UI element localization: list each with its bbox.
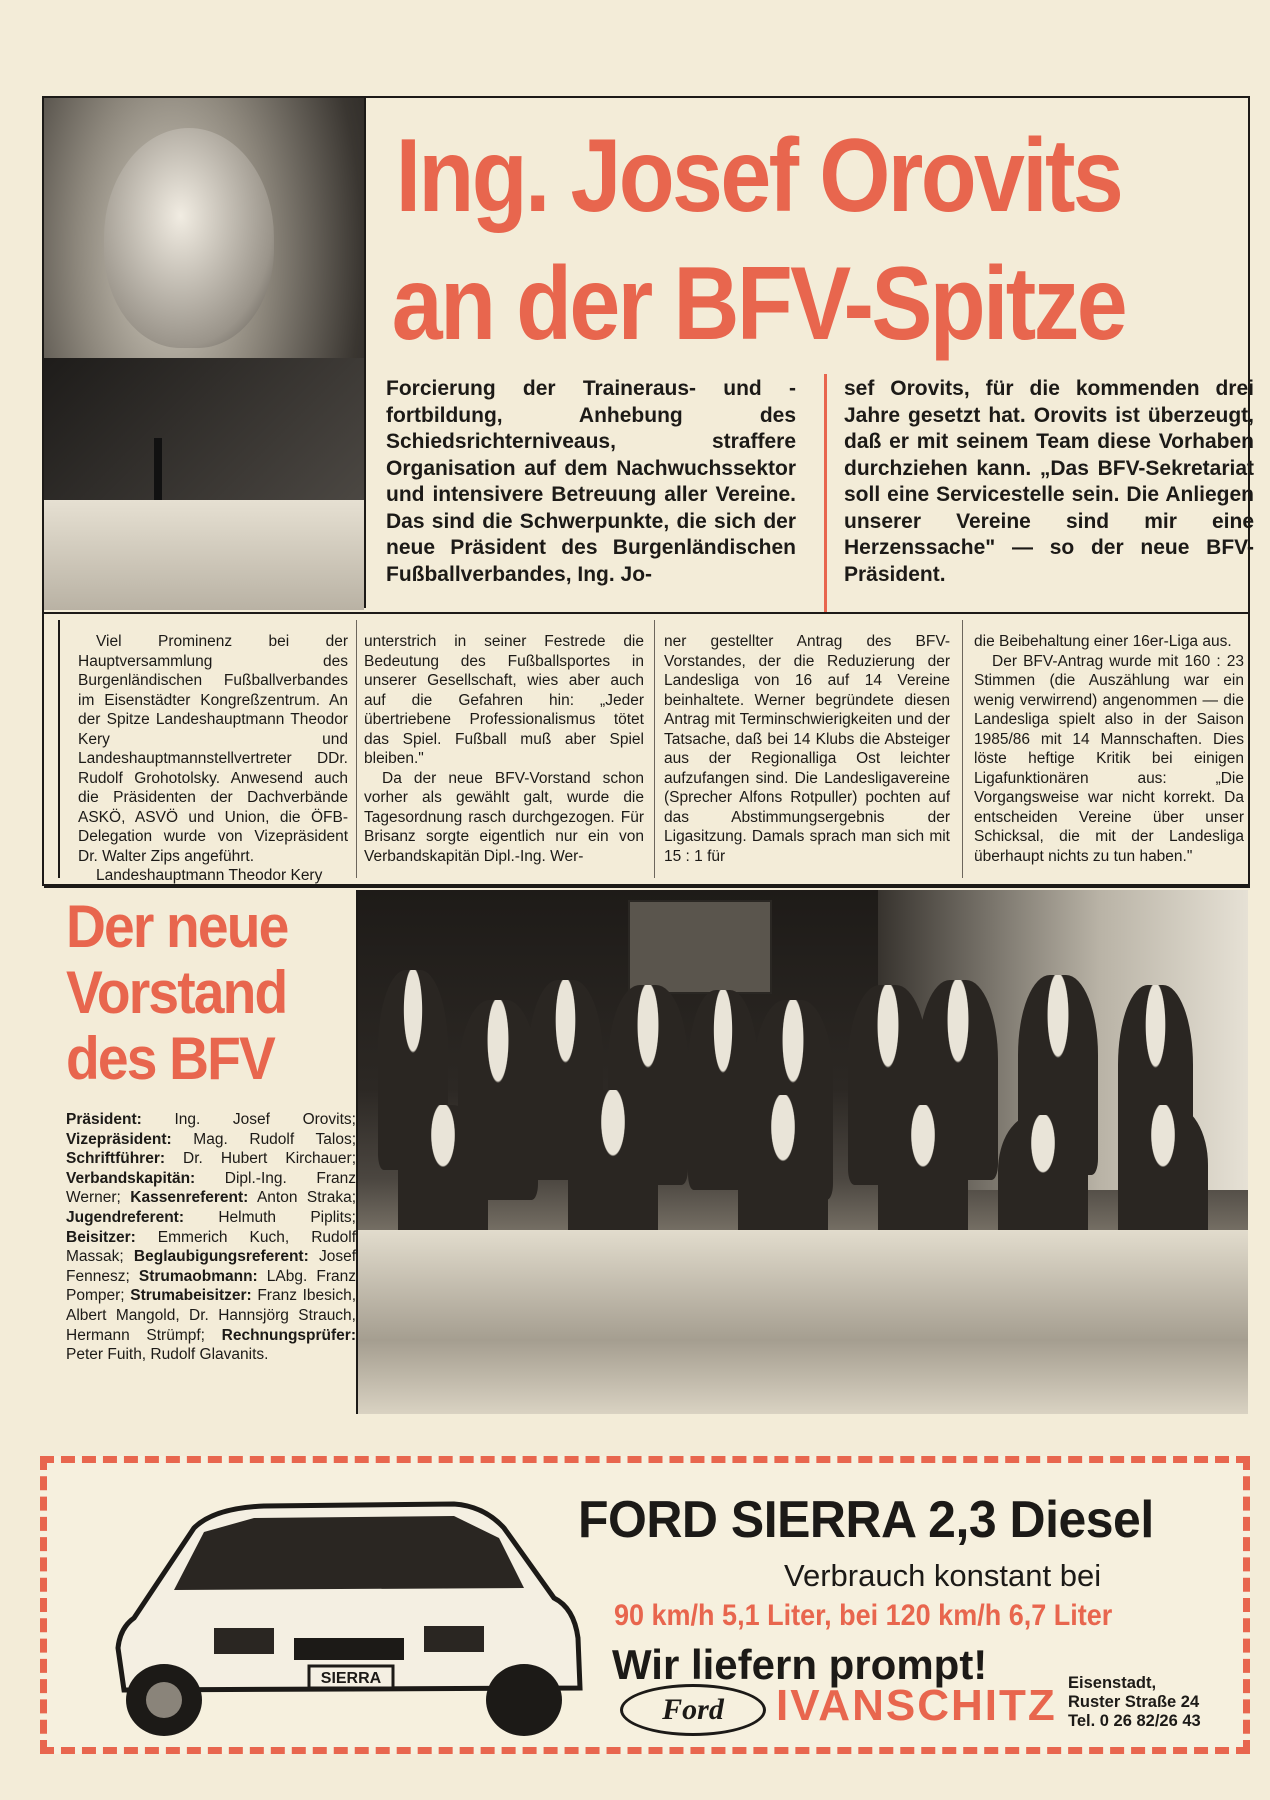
- ad-speeds: 90 km/h 5,1 Liter, bei 120 km/h 6,7 Liter: [614, 1599, 1113, 1632]
- paragraph: Landeshauptmann Theodor Kery: [96, 867, 323, 884]
- paragraph: unterstrich in seiner Festrede die Bedeutung des Fußballsportes in unserer Gesellschaft, wies aber auch auf die Gefahren hin: „Jeder übertriebene Professionalismus tötet das Spiel. Fußball muß aber Spiel bleiben.": [364, 633, 644, 767]
- column-rule: [58, 620, 60, 878]
- body-column-2: [364, 632, 644, 866]
- board-names: Ing. Josef Orovits;: [174, 1111, 356, 1128]
- photo-table: [358, 1230, 1248, 1414]
- headline: [380, 112, 1137, 368]
- body-column-3: [664, 632, 950, 866]
- board-role: Schriftführer:: [66, 1150, 166, 1168]
- body-column-1: [78, 632, 348, 886]
- ford-logo: Ford: [620, 1684, 766, 1736]
- photo-banner: [628, 900, 772, 994]
- board-names: Dipl.-Ing. Franz Werner;: [66, 1169, 357, 1207]
- photo-person: [568, 1090, 658, 1250]
- board-role: Jugendreferent:: [66, 1208, 184, 1226]
- portrait-head: [104, 128, 274, 348]
- board-names: Emmerich Kuch, Rudolf Massak;: [66, 1228, 357, 1266]
- address-line: Tel. 0 26 82/26 43: [1068, 1712, 1201, 1730]
- board-names: Helmuth Piplits;: [218, 1208, 356, 1226]
- column-rule: [356, 620, 357, 878]
- board-names: LAbg. Franz Pomper;: [66, 1267, 357, 1305]
- board-title: [66, 894, 333, 1092]
- board-names: Franz Ibesich, Albert Mangold, Dr. Hannsjörg Strauch, Hermann Strümpf;: [66, 1287, 356, 1344]
- board-role: Präsident:: [66, 1111, 142, 1128]
- group-photo: [358, 890, 1248, 1414]
- portrait-lectern: [44, 500, 364, 610]
- board-names: Mag. Rudolf Talos;: [193, 1130, 356, 1148]
- board-role: Vizepräsident:: [66, 1130, 172, 1148]
- lead-divider: [824, 374, 827, 612]
- portrait-photo: [44, 98, 364, 610]
- ad-consumption: Verbrauch konstant bei: [784, 1558, 1102, 1593]
- paragraph: Der BFV-Antrag wurde mit 160 : 23 Stimmen (die Auszählung war ein wenig verwirrend) angenommen — die Landesliga spielt also in der Saison 1985/86 mit 14 Mannschaften. Dies löste heftige Kritik bei einigen Ligafunktionären aus: „Die Vorgangsweise war nicht korrekt. Da entscheiden Vereine über unser Schicksal, die mit der Landesliga überhaupt nichts zu tun haben.": [974, 652, 1244, 865]
- board-title-line1: Der neue: [66, 893, 288, 960]
- paragraph: die Beibehaltung einer 16er-Liga aus.: [974, 633, 1232, 650]
- column-rule: [962, 620, 963, 878]
- lead-right: sef Orovits, für die kommenden drei Jahre gesetzt hat. Orovits ist überzeugt, daß er mit seinem Team diese Vorhaben durchziehen kann. „Das BFV-Sekretariat soll eine Servicestelle sein. Die Anliegen unserer Vereine sind mir eine Herzenssache" — so der neue BFV-Präsident.: [844, 377, 1254, 586]
- body-column-4: [974, 632, 1244, 866]
- paragraph: ner gestellter Antrag des BFV-Vorstandes, der die Reduzierung der Landesliga von 16 auf 14 Vereine beinhaltete. Werner begründete diesen Antrag mit Terminschwierigkeiten und der Tatsache, daß bei 14 Klubs die Absteiger aus der Regionalliga Ost leichter aufzufangen sind. Die Landesligavereine (Sprecher Alfons Rotpuller) pochten auf das Abstimmungsergebnis der Ligasitzung. Damals sprach man sich mit 15 : 1 für: [664, 633, 950, 865]
- paragraph: Viel Prominenz bei der Hauptversammlung des Burgenländischen Fußballverbandes im Eisenstädter Kongreßzentrum. An der Spitze Landeshauptmann Theodor Kery und Landeshauptmannstellvertreter DDr. Rudolf Grohotolsky. Anwesend auch die Präsidenten der Dachverbände ASKÖ, ASVÖ und Union, die ÖFB-Delegation wurde von Vizepräsident Dr. Walter Zips angeführt.: [78, 633, 348, 865]
- ad-title: FORD SIERRA 2,3 Diesel: [578, 1491, 1154, 1549]
- board-names: Dr. Hubert Kirchauer;: [183, 1150, 356, 1168]
- board-role: Strumabeisitzer:: [130, 1287, 252, 1305]
- ad-slogan: Wir liefern prompt!: [612, 1641, 988, 1688]
- address-line: Eisenstadt,: [1068, 1674, 1157, 1692]
- board-names: Anton Straka;: [256, 1189, 356, 1207]
- board-role: Rechnungsprüfer:: [221, 1326, 356, 1344]
- board-role: Beisitzer:: [66, 1228, 136, 1246]
- board-role: Kassenreferent:: [130, 1189, 249, 1207]
- board-role: Verbandskapitän:: [66, 1169, 196, 1187]
- license-plate-text: SIERRA: [320, 1670, 382, 1687]
- board-members-list: [66, 1110, 356, 1365]
- board-role: Strumaobmann:: [138, 1267, 258, 1285]
- dealer-name: IVANSCHITZ: [776, 1681, 1057, 1730]
- lead-left: Forcierung der Traineraus- und -fortbildung, Anhebung des Schiedsrichterniveaus, straffere Organisation auf dem Nachwuchssektor und intensivere Betreuung aller Vereine. Das sind die Schwerpunkte, die sich der neue Präsident des Burgenländischen Fußballverbandes, Ing. Jo-: [386, 377, 796, 586]
- headline-line1: Ing. Josef Orovits: [395, 118, 1122, 234]
- dealer-address: [1068, 1674, 1201, 1731]
- board-names: Josef Fennesz;: [66, 1248, 357, 1285]
- board-role: Beglaubigungsreferent:: [133, 1248, 309, 1266]
- headline-line2: an der BFV-Spitze: [391, 246, 1125, 362]
- column-rule: [654, 620, 655, 878]
- address-line: Ruster Straße 24: [1068, 1693, 1200, 1711]
- board-title-line2: Vorstand: [66, 959, 287, 1026]
- divider: [44, 612, 1250, 614]
- car-illustration: [104, 1468, 592, 1736]
- board-names: Peter Fuith, Rudolf Glavanits.: [66, 1346, 269, 1364]
- paragraph: Da der neue BFV-Vorstand schon vorher als gewählt galt, wurde die Tagesordnung rasch durchgezogen. Für Brisanz sorgte eigentlich nur ein von Verbandskapitän Dipl.-Ing. Wer-: [364, 769, 644, 865]
- board-title-line3: des BFV: [66, 1025, 274, 1092]
- divider: [364, 96, 366, 608]
- portrait-suit: [44, 358, 364, 508]
